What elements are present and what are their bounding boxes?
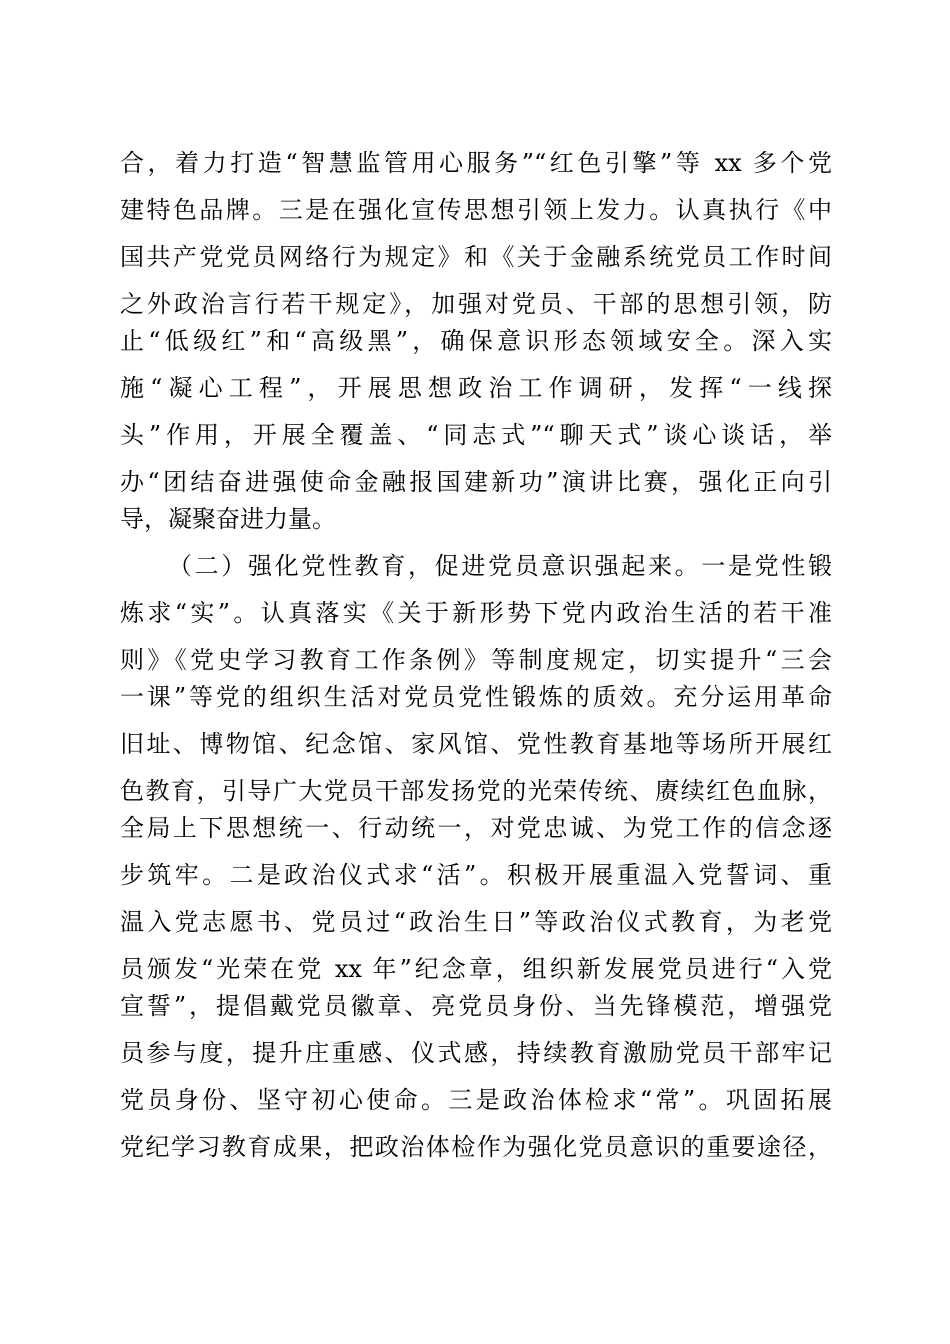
text-line: 止“低级红”和“高级黑”，确保意识形态领域安全。深入实 bbox=[120, 327, 832, 355]
text-line: 党员身份、坚守初心使命。三是政治体检求“常”。巩固拓展 bbox=[120, 1086, 832, 1114]
text-line: 党纪学习教育成果，把政治体检作为强化党员意识的重要途径， bbox=[120, 1133, 832, 1161]
text-line: 旧址、博物馆、纪念馆、家风馆、党性教育基地等场所开展红 bbox=[120, 730, 832, 758]
text-line: 办“团结奋进强使命金融报国建新功”演讲比赛，强化正向引 bbox=[120, 468, 832, 496]
text-line: 则》《党史学习教育工作条例》等制度规定，切实提升“三会 bbox=[120, 646, 832, 674]
text-line: 头”作用，开展全覆盖、“同志式”“聊天式”谈心谈话，举 bbox=[120, 421, 832, 449]
text-line: 员参与度，提升庄重感、仪式感，持续教育激励党员干部牢记 bbox=[120, 1039, 832, 1067]
text-line: 之外政治言行若干规定》，加强对党员、干部的思想引领，防 bbox=[120, 290, 832, 318]
text-line: 宣誓”，提倡戴党员徽章、亮党员身份、当先锋模范，增强党 bbox=[120, 992, 832, 1020]
text-line: 步筑牢。二是政治仪式求“活”。积极开展重温入党誓词、重 bbox=[120, 861, 832, 889]
text-line: 国共产党党员网络行为规定》和《关于金融系统党员工作时间 bbox=[120, 243, 832, 271]
section-heading-line: （二）强化党性教育，促进党员意识强起来。一是党性锻 bbox=[168, 552, 832, 580]
text-line: 施“凝心工程”，开展思想政治工作调研，发挥“一线探 bbox=[120, 374, 832, 402]
text-line: 全局上下思想统一、行动统一，对党忠诚、为党工作的信念逐 bbox=[120, 814, 832, 842]
text-line: 色教育，引导广大党员干部发扬党的光荣传统、赓续红色血脉， bbox=[120, 777, 832, 805]
text-line: 温入党志愿书、党员过“政治生日”等政治仪式教育，为老党 bbox=[120, 908, 832, 936]
text-line: 一课”等党的组织生活对党员党性锻炼的质效。充分运用革命 bbox=[120, 683, 832, 711]
text-line: 导，凝聚奋进力量。 bbox=[120, 505, 336, 533]
text-line: 炼求“实”。认真落实《关于新形势下党内政治生活的若干准 bbox=[120, 599, 832, 627]
text-line: 建特色品牌。三是在强化宣传思想引领上发力。认真执行《中 bbox=[120, 196, 832, 224]
text-line: 合，着力打造“智慧监管用心服务”“红色引擎”等 xx 多个党 bbox=[120, 149, 832, 177]
text-line: 员颁发“光荣在党 xx 年”纪念章，组织新发展党员进行“入党 bbox=[120, 955, 832, 983]
